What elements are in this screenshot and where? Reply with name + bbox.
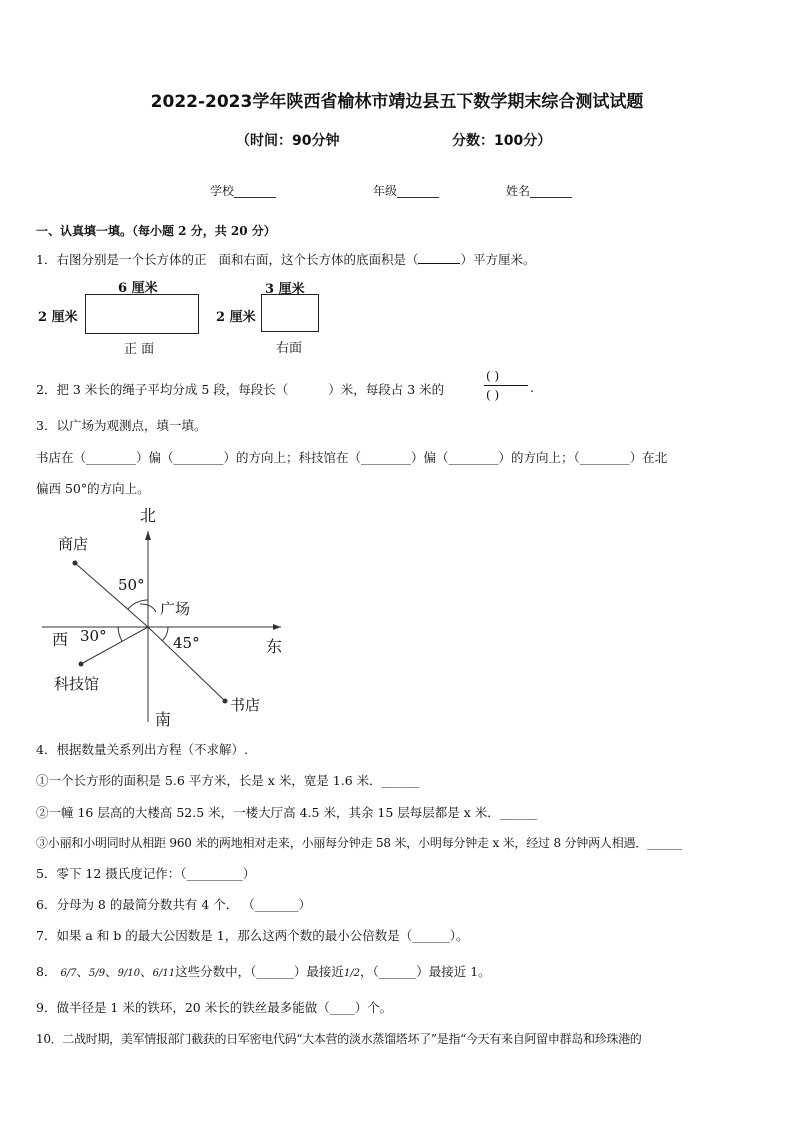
q8-mid: 这些分数中，（______）最接近	[175, 964, 344, 979]
q1-text-a: 1．右图分别是一个长方体的正	[36, 252, 207, 267]
question-10: 10．二战时期，美军情报部门截获的日军密电代码“大本营的淡水蒸馏塔坏了”是指“今天有来自阿留申群岛和珍珠港的	[36, 1032, 642, 1046]
q3-line-1: 书店在（________）偏（________）的方向上；科技馆在（________）偏（________）的方向上；（________）在北	[36, 450, 668, 465]
grade-field: 年级_______	[373, 184, 440, 198]
q2-frac-num: ( )	[486, 369, 500, 383]
east-label: 东	[266, 637, 283, 656]
west-label: 西	[52, 630, 69, 649]
question-4: 4．根据数量关系列出方程（不求解）.	[36, 742, 248, 757]
south-label: 南	[155, 710, 172, 729]
q8-half: 1/2	[343, 968, 360, 979]
page-title: 2022-2023学年陕西省榆林市靖边县五下数学期末综合测试试题	[150, 92, 644, 112]
angle-50-label: 50°	[118, 576, 145, 594]
question-7: 7．如果 a 和 b 的最大公因数是 1，那么这两个数的最小公倍数是（______）。	[36, 928, 469, 943]
exam-time: （时间：90分钟	[236, 133, 340, 149]
shop-point	[73, 561, 78, 566]
school-field: 学校_______	[210, 184, 277, 198]
q4-item-2: ②一幢 16 层高的大楼高 52.5 米，一楼大厅高 4.5 米，其余 15 层每层都是 x 米．______	[36, 805, 538, 820]
question-8: 8． 6/7、5/9、9/10、6/11这些分数中，（______）最接近1/2，（______）最接近 1。	[36, 964, 491, 979]
q3-line-2: 偏西 50°的方向上。	[36, 481, 150, 496]
front-left-label: 2 厘米	[38, 310, 78, 325]
q2-text-a: 2．把 3 米长的绳子平均分成 5 段，每段长（	[36, 382, 289, 397]
question-9: 9．做半径是 1 米的铁环，20 米长的铁丝最多能做（____）个。	[36, 1000, 393, 1015]
north-arrow	[145, 531, 151, 540]
exam-score: 分数：100分）	[452, 133, 552, 149]
question-6: 6．分母为 8 的最简分数共有 4 个． （_______）	[36, 897, 311, 912]
angle-30-label: 30°	[80, 627, 107, 645]
q8-end: ，（______）最接近 1。	[359, 964, 491, 979]
right-top-label: 3 厘米	[265, 282, 305, 297]
sci-label: 科技馆	[54, 675, 100, 693]
q2-end: .	[530, 380, 534, 395]
q2-text-b: ）米，每段占 3 米的	[328, 382, 445, 397]
q8-frac-4: 6/11	[152, 968, 176, 979]
q8-prefix: 8．	[36, 964, 57, 979]
q4-item-1: ①一个长方形的面积是 5.6 平方米，长是 x 米，宽是 1.6 米．______	[36, 773, 420, 788]
sci-point	[79, 662, 84, 667]
right-left-label: 2 厘米	[216, 310, 256, 325]
shop-label: 商店	[58, 535, 89, 553]
center-label: 广场	[160, 600, 191, 618]
q2-frac-den: ( )	[486, 388, 500, 402]
question-5: 5．零下 12 摄氏度记作：（_________）	[36, 866, 256, 881]
q1-text-b: 面和右面，这个长方体的底面积是（	[218, 252, 419, 267]
angle-45-label: 45°	[173, 634, 200, 652]
q4-item-3: ③小丽和小明同时从相距 960 米的两地相对走来，小丽每分钟走 58 米，小明每分钟走 x 米，经过 8 分钟两人相遇．______	[36, 836, 682, 850]
bookstore-label: 书店	[230, 696, 261, 714]
shop-ray	[75, 563, 148, 627]
front-bottom-label: 正 面	[124, 342, 155, 357]
q8-frac-3: 9/10	[117, 968, 141, 979]
bookstore-point	[223, 699, 228, 704]
q8-frac-2: 5/9	[89, 968, 106, 979]
section-heading: 一、认真填一填。（每小题 2 分，共 20 分）	[36, 224, 276, 238]
question-3: 3．以广场为观测点，填一填。	[36, 418, 207, 433]
name-field: 姓名_______	[506, 184, 573, 198]
q1-text-c: ）平方厘米。	[460, 252, 536, 267]
right-bottom-label: 右面	[276, 341, 303, 356]
q8-frac-1: 6/7	[60, 968, 77, 979]
front-top-label: 6 厘米	[118, 281, 158, 296]
angle-30-arc	[118, 627, 122, 641]
angle-45-arc	[162, 627, 168, 641]
north-label: 北	[140, 506, 157, 525]
east-arrow	[273, 624, 281, 630]
